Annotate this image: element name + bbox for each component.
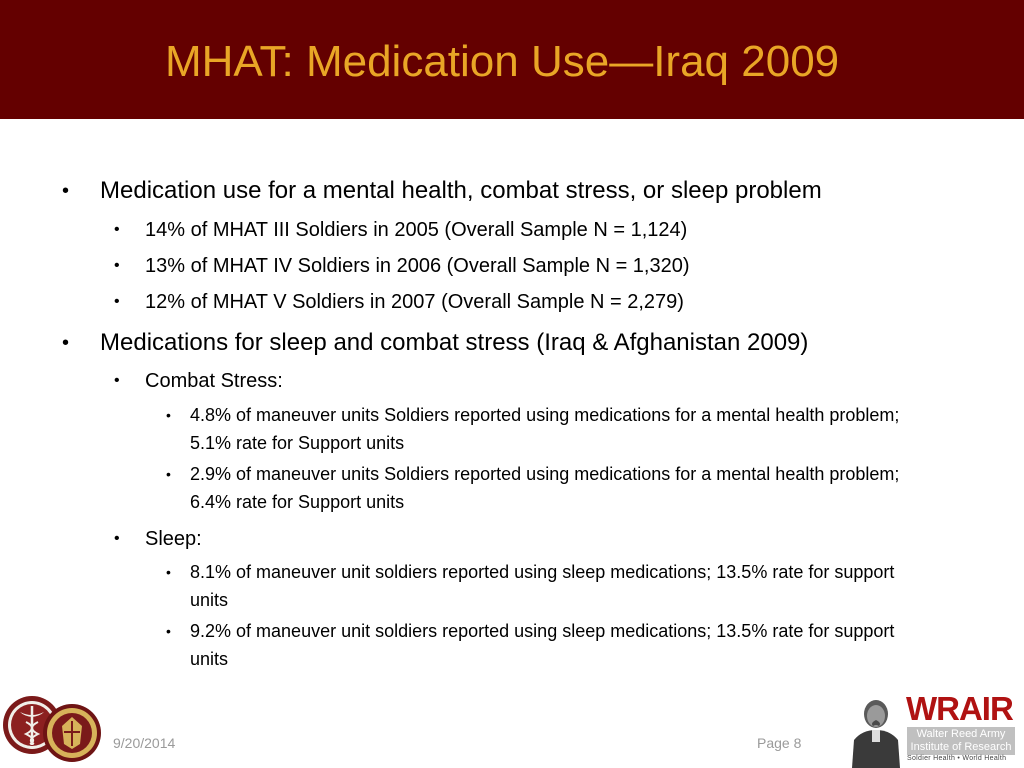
bullet-text: Sleep: [145,528,202,550]
list-item [166,558,926,614]
bullet-text: 13% of MHAT IV Soldiers in 2006 (Overall Sample N = 1,320) [145,255,690,277]
bullet-marker: • [166,407,171,423]
wrair-logo-tagline: Soldier Health • World Health [907,755,1007,762]
regimental-crest-icon [43,704,101,762]
bullet-text: 9.2% of maneuver unit soldiers reported using sleep medications; 13.5% rate for support units [190,621,895,669]
bullet-text: 12% of MHAT V Soldiers in 2007 (Overall Sample N = 2,279) [145,291,684,313]
bullet-text: 4.8% of maneuver units Soldiers reported using medications for a mental health problem; 5.1% rate for Support units [190,405,900,453]
bullet-text: 14% of MHAT III Soldiers in 2005 (Overall Sample N = 1,124) [145,219,688,241]
bullet-text: 8.1% of maneuver unit soldiers reported using sleep medications; 13.5% rate for support units [190,562,895,610]
wrair-logo-text: WRAIR [906,690,1013,727]
bullet-marker: • [114,293,120,310]
bullet-marker: • [114,530,120,547]
bullet-marker: • [166,623,171,639]
list-item [114,289,954,315]
army-medical-emblems-logo [2,688,107,768]
list-item [166,617,926,673]
list-item [114,253,954,279]
bullet-marker: • [62,180,70,202]
list-item [114,526,954,552]
bullet-marker: • [114,221,120,238]
bullet-text: Combat Stress: [145,370,283,392]
slide-title: MHAT: Medication Use—Iraq 2009 [165,37,840,86]
wrair-logo-subtitle: Walter Reed Army Institute of Research [907,727,1015,755]
bullet-marker: • [166,466,171,482]
list-item [114,368,954,394]
list-item [166,401,936,457]
title-bar [0,0,1024,119]
bullet-marker: • [114,257,120,274]
footer-page-number: Page 8 [757,735,802,751]
bullet-marker: • [114,372,120,389]
bullet-marker: • [166,564,171,580]
list-item [166,460,936,516]
list-item [62,176,982,206]
bullet-text: 2.9% of maneuver units Soldiers reported using medications for a mental health problem; 6.4% rate for Support units [190,464,900,512]
list-item [62,328,982,358]
bullet-text: Medications for sleep and combat stress (Iraq & Afghanistan 2009) [100,329,809,356]
bullet-marker: • [62,332,70,354]
footer-date: 9/20/2014 [113,735,176,751]
bullet-text: Medication use for a mental health, combat stress, or sleep problem [100,177,822,204]
list-item [114,217,954,243]
